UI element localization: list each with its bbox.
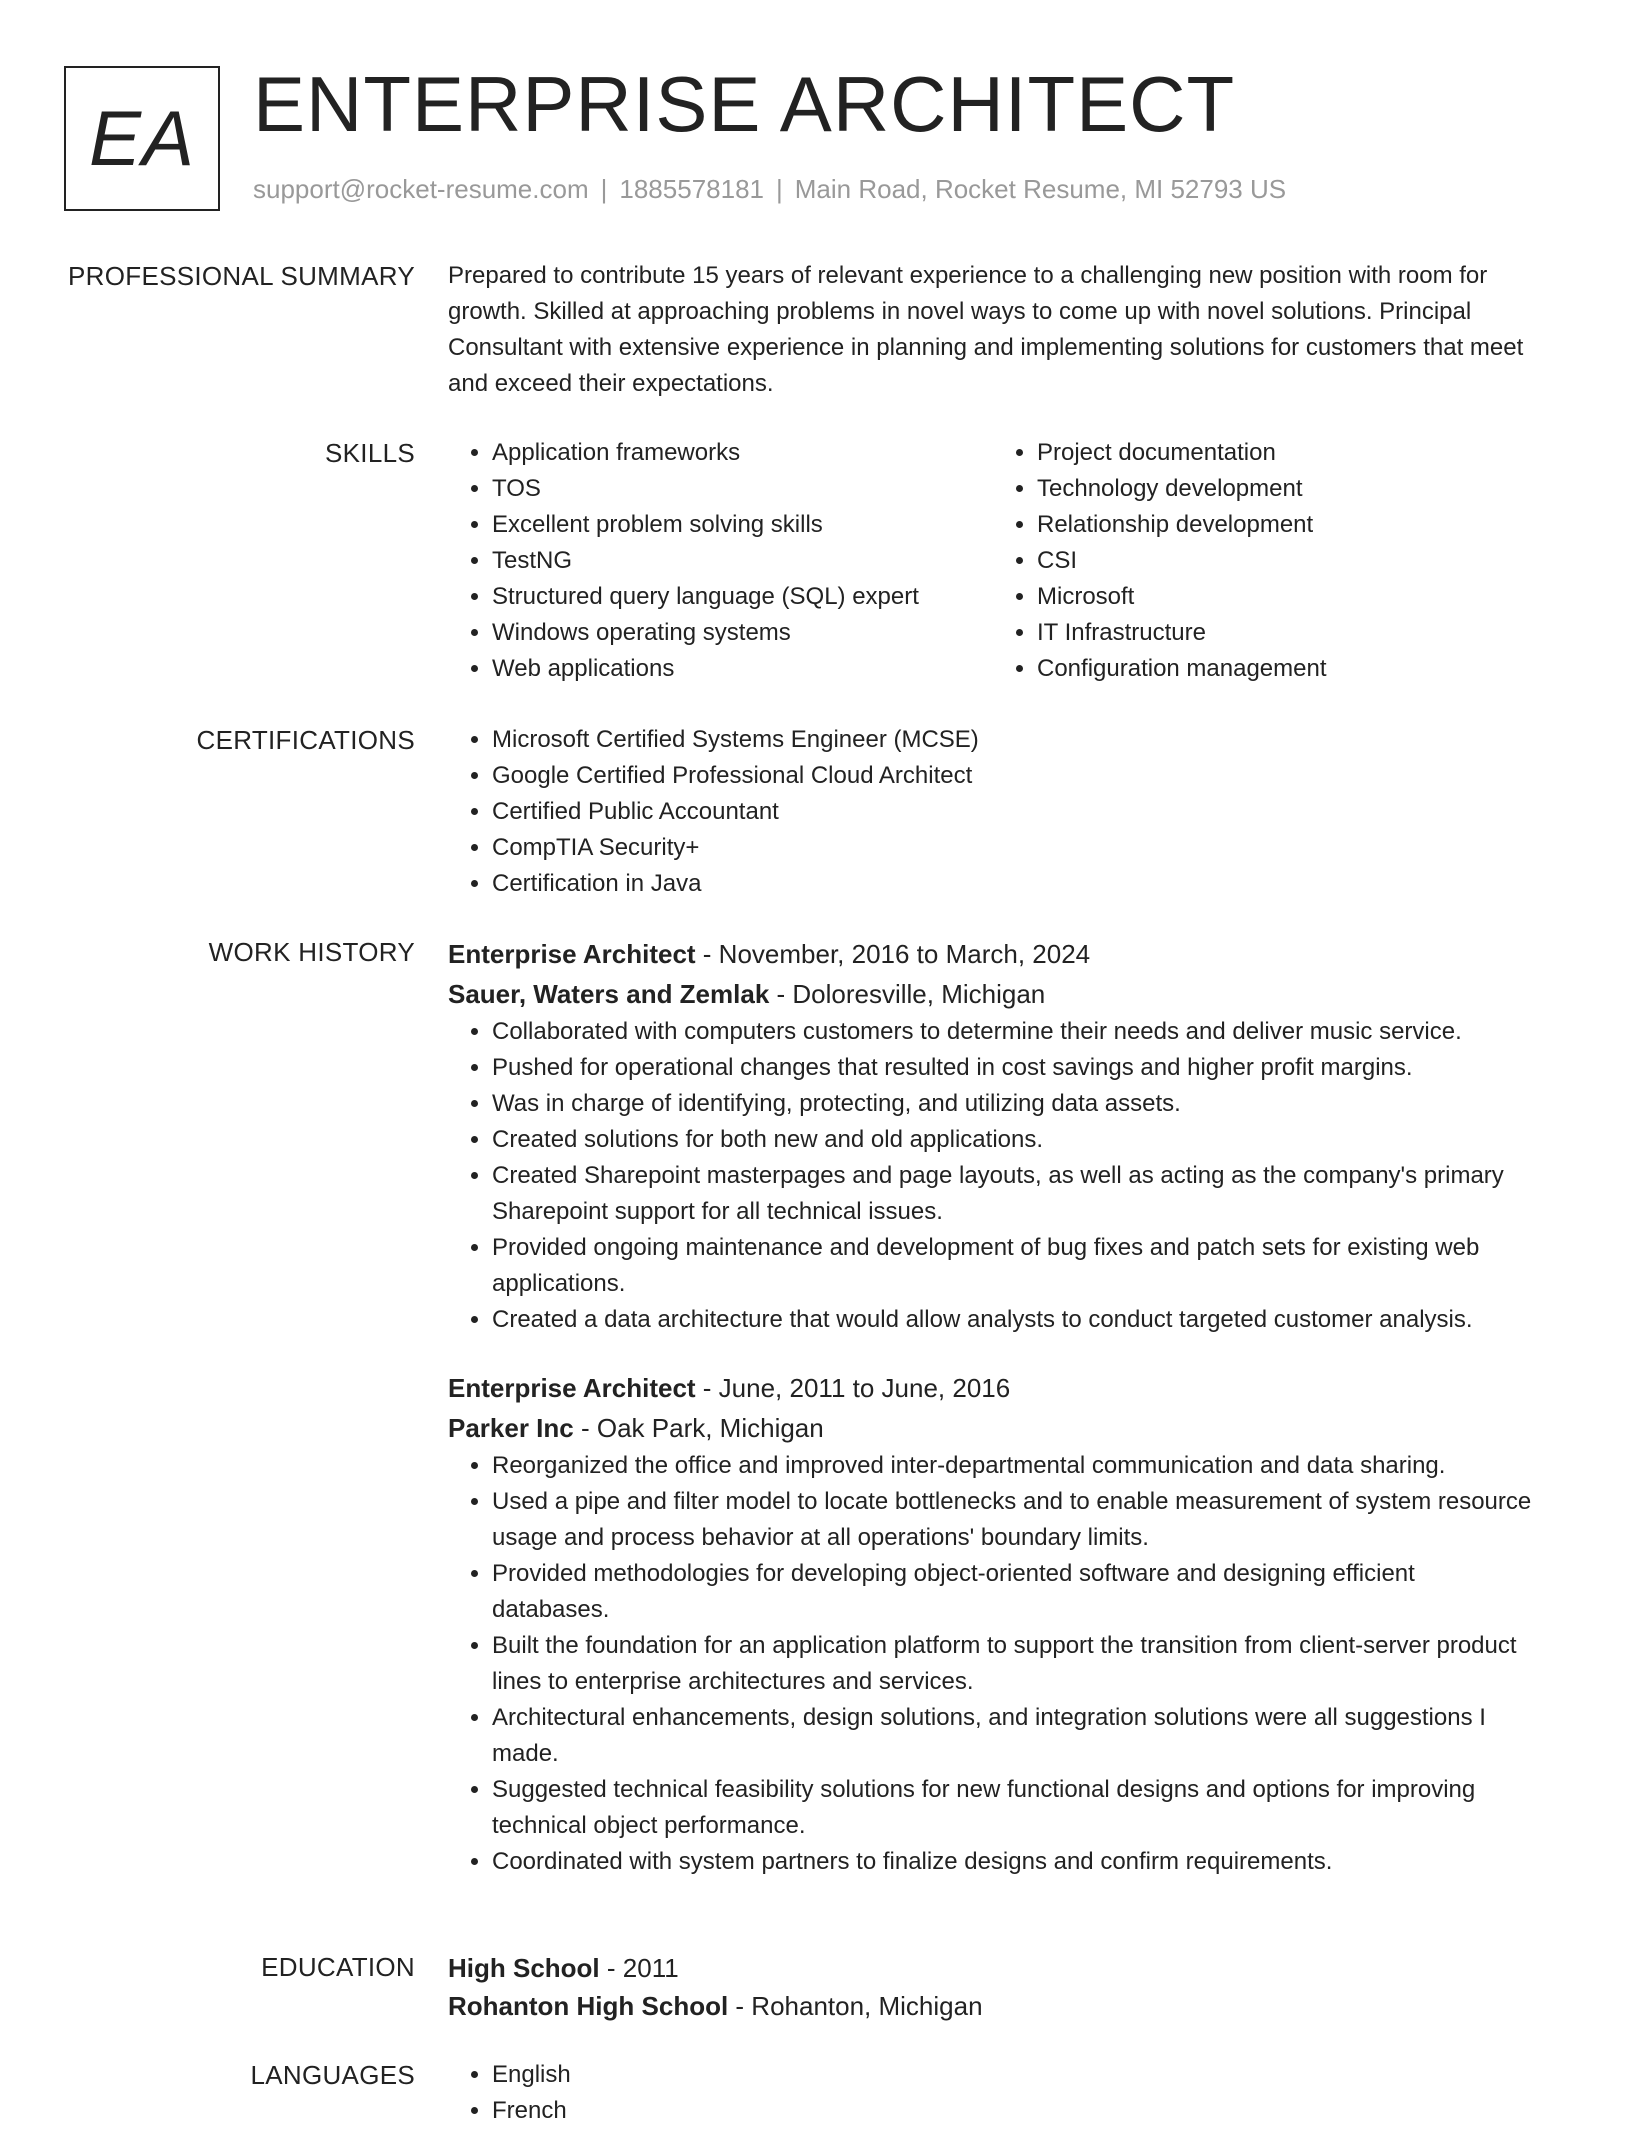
- languages-body: [448, 2057, 1538, 2129]
- languages-list: [448, 2057, 1538, 2129]
- job-bullet: • Provided methodologies for developing object-oriented software and designing efficient databases.: [492, 1556, 1538, 1628]
- skill-item: • Configuration management: [1037, 651, 1538, 687]
- job-bullet: • Pushed for operational changes that resulted in cost savings and higher profit margins.: [492, 1050, 1538, 1086]
- contact-address: Main Road, Rocket Resume, MI 52793 US: [794, 174, 1287, 204]
- certification-item: • Microsoft Certified Systems Engineer (MCSE): [492, 722, 1538, 758]
- skill-item: • TOS: [492, 471, 993, 507]
- job-company: Sauer, Waters and Zemlak: [448, 979, 770, 1009]
- job-location: - Oak Park, Michigan: [573, 1413, 824, 1443]
- job-title: Enterprise Architect: [448, 939, 696, 969]
- job-company: Parker Inc: [448, 1413, 574, 1443]
- job-entry: [448, 1368, 1538, 1880]
- contact-phone: 1885578181: [619, 174, 764, 204]
- candidate-name: ENTERPRISE ARCHITECT: [253, 60, 1236, 148]
- languages-label: LANGUAGES: [250, 2060, 415, 2090]
- skill-item: • Application frameworks: [492, 435, 993, 471]
- job-bullet: • Used a pipe and filter model to locate bottlenecks and to enable measurement of system resource usage and process behavior at all operations' boundary limits.: [492, 1484, 1538, 1556]
- job-entry: [448, 934, 1538, 1338]
- job-company-line: [448, 974, 1538, 1014]
- work-history-label: WORK HISTORY: [208, 937, 415, 967]
- job-title-line: [448, 1368, 1538, 1408]
- certification-item: • Certified Public Accountant: [492, 794, 1538, 830]
- job-title-line: [448, 934, 1538, 974]
- skill-item: • Structured query language (SQL) expert: [492, 579, 993, 615]
- skill-item: • Microsoft: [1037, 579, 1538, 615]
- job-bullets: [448, 1014, 1538, 1338]
- education-body: [448, 1949, 1538, 2025]
- job-dates: - June, 2011 to June, 2016: [695, 1373, 1011, 1403]
- language-item: • French: [492, 2093, 1538, 2129]
- certifications-list: [448, 722, 1538, 902]
- initials-monogram: EA: [64, 66, 220, 211]
- work-history-body: [448, 934, 1538, 1880]
- contact-line: [253, 174, 1286, 205]
- resume-header: [64, 60, 1568, 211]
- education-location: - Rohanton, Michigan: [728, 1991, 983, 2021]
- job-bullet: • Reorganized the office and improved inter-departmental communication and data sharing.: [492, 1448, 1538, 1484]
- certification-item: • Certification in Java: [492, 866, 1538, 902]
- certification-item: • CompTIA Security+: [492, 830, 1538, 866]
- job-bullet: • Created Sharepoint masterpages and page layouts, as well as acting as the company's primary Sharepoint support for all technical issues.: [492, 1158, 1538, 1230]
- job-bullet: • Coordinated with system partners to finalize designs and confirm requirements.: [492, 1844, 1538, 1880]
- language-item: • English: [492, 2057, 1538, 2093]
- skill-item: • TestNG: [492, 543, 993, 579]
- contact-email: support@rocket-resume.com: [253, 174, 589, 204]
- certification-item: • Google Certified Professional Cloud Architect: [492, 758, 1538, 794]
- job-title: Enterprise Architect: [448, 1373, 696, 1403]
- skill-item: • CSI: [1037, 543, 1538, 579]
- skill-item: • IT Infrastructure: [1037, 615, 1538, 651]
- certifications-label: CERTIFICATIONS: [196, 725, 415, 755]
- skill-item: • Excellent problem solving skills: [492, 507, 993, 543]
- skills-list-right: [993, 435, 1538, 687]
- skill-item: • Web applications: [492, 651, 993, 687]
- job-bullet: • Architectural enhancements, design solutions, and integration solutions were all suggestions I made.: [492, 1700, 1538, 1772]
- skills-list-left: [448, 435, 993, 687]
- skill-item: • Technology development: [1037, 471, 1538, 507]
- contact-separator: |: [600, 174, 608, 204]
- education-degree-line: [448, 1949, 1538, 1987]
- skill-item: • Windows operating systems: [492, 615, 993, 651]
- job-bullet: • Created a data architecture that would allow analysts to conduct targeted customer analysis.: [492, 1302, 1538, 1338]
- education-degree: High School: [448, 1953, 600, 1983]
- job-bullet: • Provided ongoing maintenance and development of bug fixes and patch sets for existing web applications.: [492, 1230, 1538, 1302]
- job-company-line: [448, 1408, 1538, 1448]
- summary-text: Prepared to contribute 15 years of relevant experience to a challenging new position with room for growth. Skilled at approaching problems in novel ways to come up with novel solutions. Principal Consultant with extensive experience in planning and implementing solutions for customers that meet and exceed their expectations.: [448, 262, 1524, 397]
- summary-label: PROFESSIONAL SUMMARY: [68, 261, 415, 291]
- education-year: - 2011: [599, 1953, 679, 1983]
- skills-label: SKILLS: [325, 438, 415, 468]
- job-bullet: • Was in charge of identifying, protecting, and utilizing data assets.: [492, 1086, 1538, 1122]
- skill-item: • Project documentation: [1037, 435, 1538, 471]
- education-label: EDUCATION: [261, 1952, 415, 1982]
- skill-item: • Relationship development: [1037, 507, 1538, 543]
- education-school-line: [448, 1987, 1538, 2025]
- job-bullet: • Collaborated with computers customers to determine their needs and deliver music service.: [492, 1014, 1538, 1050]
- skills-columns: [448, 435, 1538, 687]
- contact-separator: |: [776, 174, 783, 204]
- certifications-body: [448, 722, 1538, 902]
- education-school: Rohanton High School: [448, 1991, 729, 2021]
- job-dates: - November, 2016 to March, 2024: [695, 939, 1091, 969]
- job-bullet: • Created solutions for both new and old applications.: [492, 1122, 1538, 1158]
- job-bullet: • Suggested technical feasibility solutions for new functional designs and options for improving technical object performance.: [492, 1772, 1538, 1844]
- job-bullet: • Built the foundation for an application platform to support the transition from client-server product lines to enterprise architectures and services.: [492, 1628, 1538, 1700]
- job-bullets: [448, 1448, 1538, 1880]
- job-location: - Doloresville, Michigan: [769, 979, 1046, 1009]
